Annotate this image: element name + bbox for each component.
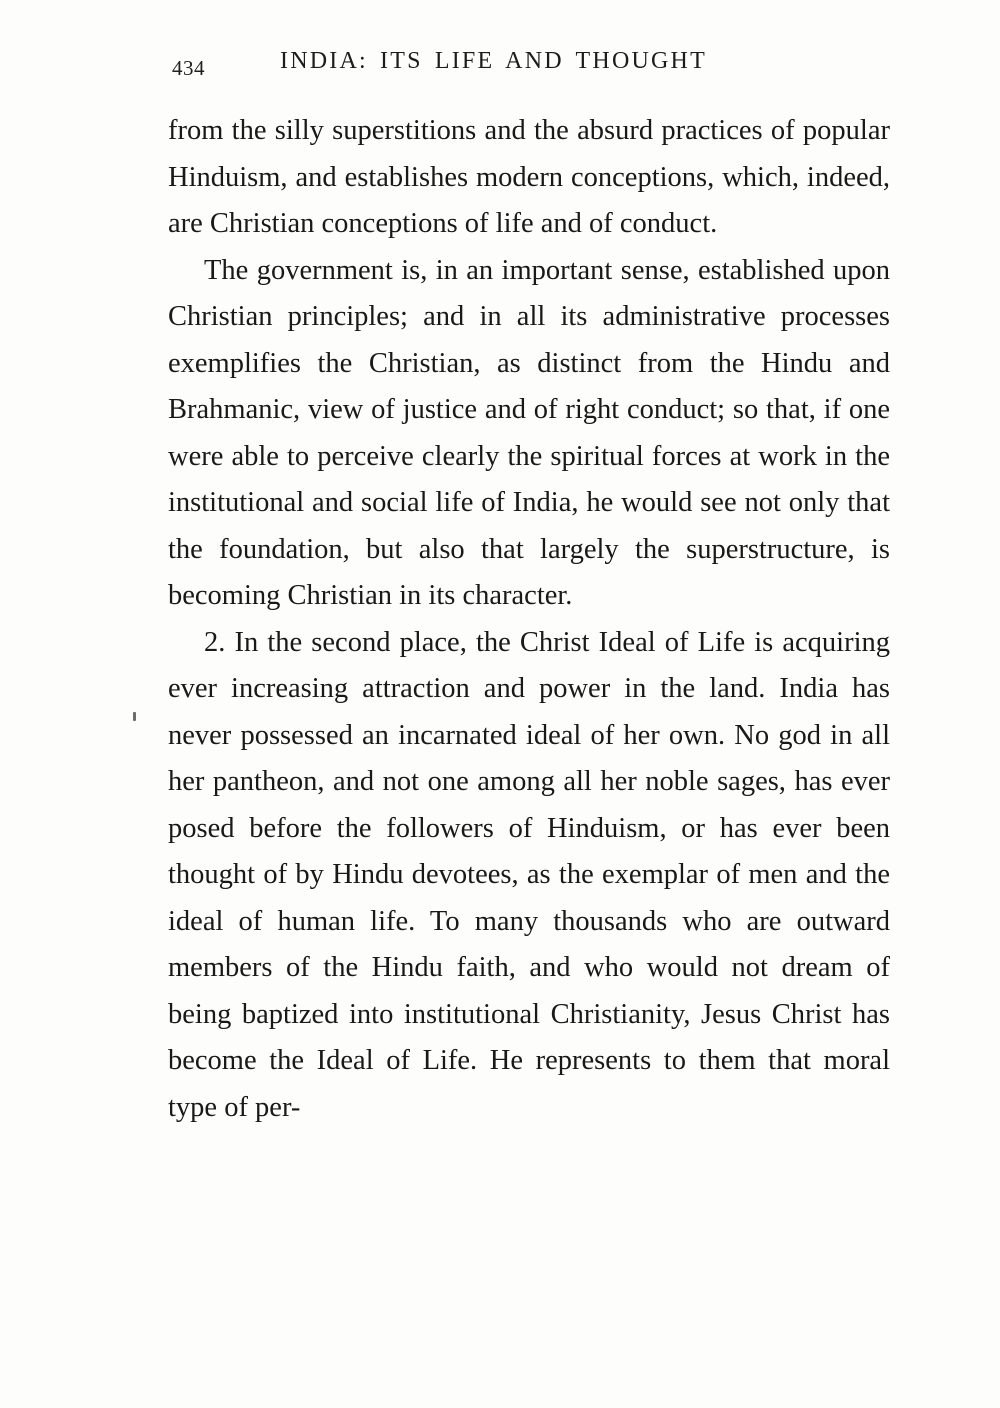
running-title: INDIA: ITS LIFE AND THOUGHT [280,48,707,74]
body-text-block [168,108,890,1131]
paragraph-christ-ideal: 2. In the second place, the Christ Ideal of Life is acquiring ever increasing attraction and power in the land. India has never possessed an incarnated ideal of her own. No god in all her pantheon, and not one among all her noble sages, has ever posed before the followers of Hinduism, or has ever been thought of by Hindu devotees, as the exemplar of men and the ideal of human life. To many thousands who are outward members of the Hindu faith, and who would not dream of being baptized into institutional Christianity, Jesus Christ has become the Ideal of Life. He represents to them that moral type of per- [168,626,890,1123]
page-speck-mark [133,712,136,721]
paragraph-continued: from the silly superstitions and the absurd practices of popular Hinduism, and establishes modern conceptions, which, indeed, are Christian conceptions of life and of conduct. [168,115,890,239]
paragraph-government: The government is, in an important sense, established upon Christian principles; and in all its administrative processes exemplifies the Christian, as distinct from the Hindu and Brahmanic, view of justice and of right conduct; so that, if one were able to perceive clearly the spiritual forces at work in the institutional and social life of India, he would see not only that the foundation, but also that largely the superstructure, is becoming Christian in its character. [168,254,890,611]
page-number: 434 [172,56,205,80]
page-header [0,48,1000,82]
